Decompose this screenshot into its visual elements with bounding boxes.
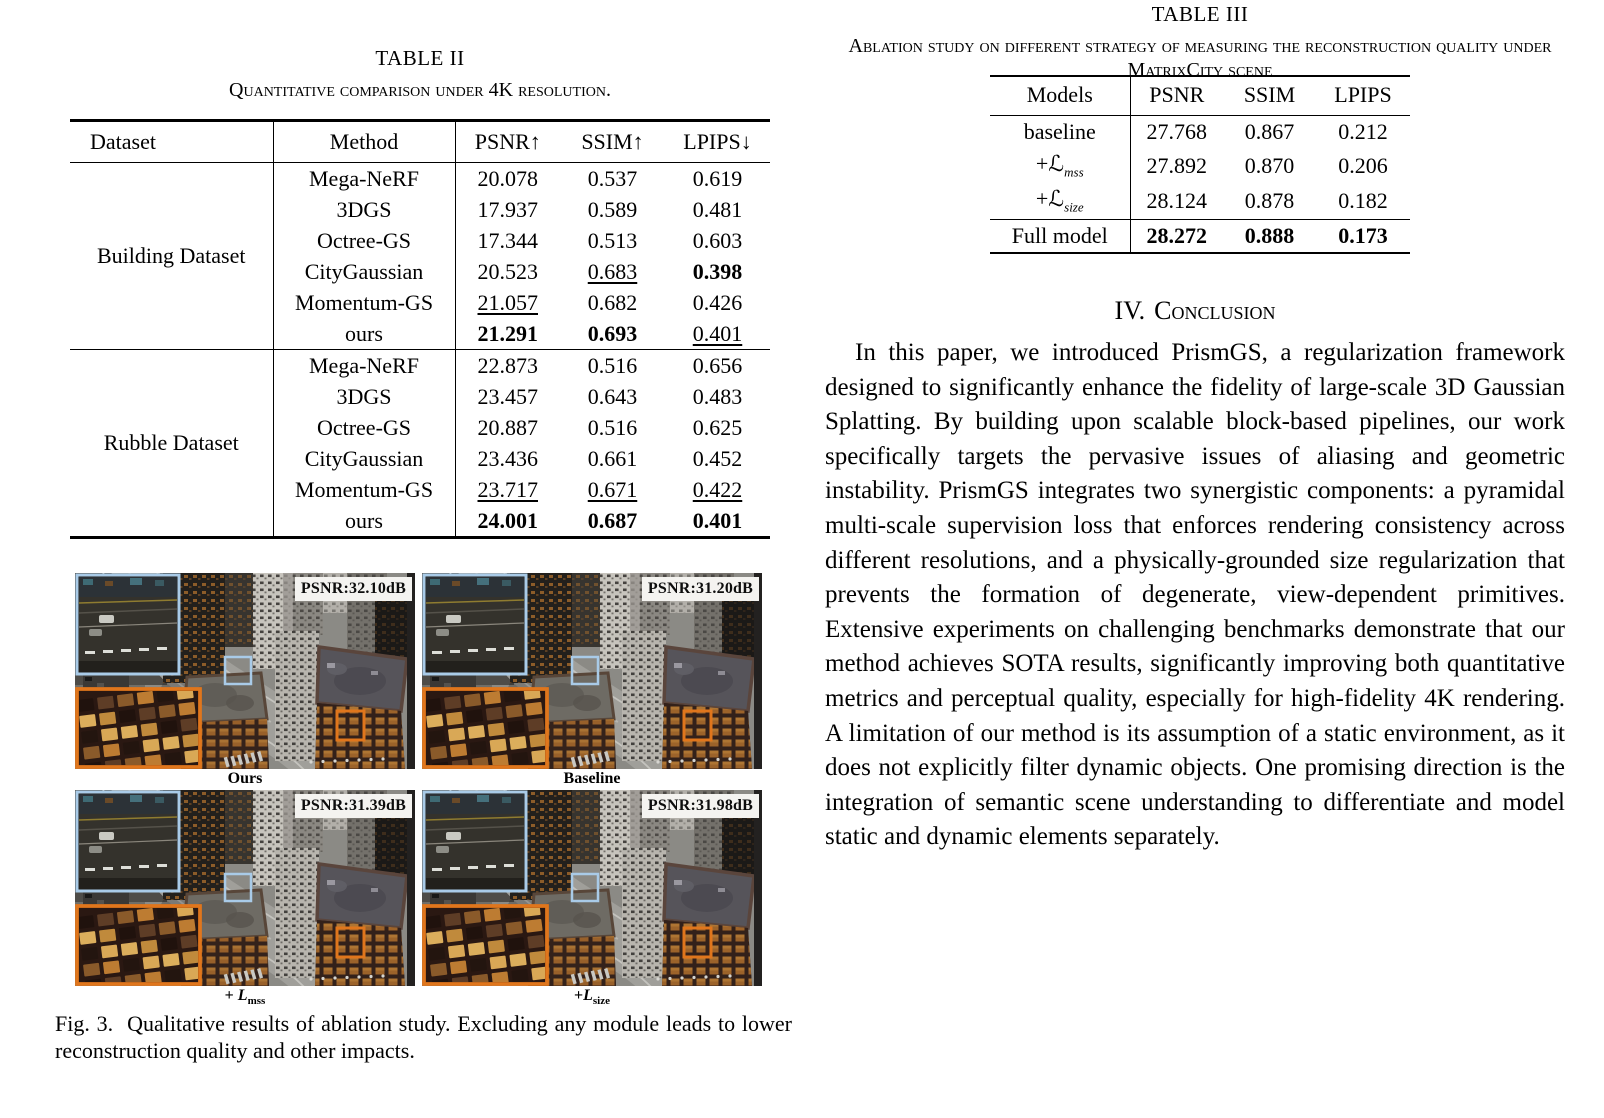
orange-inset: [77, 903, 202, 986]
metric-cell: 28.272: [1130, 219, 1223, 253]
city-scene-image: [75, 790, 415, 986]
table2-header-lpips: LPIPS↓: [665, 121, 770, 163]
figure-panel-cell: [422, 790, 762, 1007]
metric-cell: 0.619: [692, 165, 743, 191]
model-cell: Full model: [990, 219, 1130, 253]
metric-cell: 17.344: [477, 227, 538, 253]
metric-cell: 0.671: [587, 476, 638, 502]
metric-cell: 0.683: [587, 258, 638, 284]
table2-title: TABLE II: [375, 46, 465, 70]
method-cell: CityGaussian: [273, 256, 455, 287]
metric-cell: 0.870: [1244, 152, 1295, 178]
metric-cell: 0.483: [692, 383, 743, 409]
metric-cell: 0.537: [587, 165, 638, 191]
metric-cell: 0.693: [587, 320, 638, 346]
method-cell: 3DGS: [273, 194, 455, 225]
method-cell: Octree-GS: [273, 412, 455, 443]
figure-panel-label: Ours: [227, 770, 263, 787]
city-scene-image: [422, 573, 762, 769]
metric-cell: 21.291: [477, 320, 538, 346]
metric-cell: 0.481: [692, 196, 743, 222]
metric-cell: 0.398: [692, 258, 743, 284]
figure-panel-image: [75, 790, 415, 986]
blue-inset: [77, 575, 179, 674]
metric-cell: 0.513: [587, 227, 638, 253]
metric-cell: 20.523: [477, 258, 538, 284]
metric-cell: 0.426: [692, 289, 743, 315]
orange-inset: [424, 686, 549, 769]
city-scene-image: [75, 573, 415, 769]
metric-cell: 23.457: [477, 383, 538, 409]
figure-panel-image: [422, 573, 762, 769]
table3: [990, 75, 1410, 254]
table3-header-ssim: SSIM: [1223, 76, 1316, 116]
table2-block: [70, 46, 770, 539]
table2: [70, 119, 770, 539]
table2-header-ssim: SSIM↑: [560, 121, 665, 163]
table2-row: [70, 350, 770, 382]
metric-cell: 0.182: [1338, 188, 1388, 214]
table3-header-lpips: LPIPS: [1316, 76, 1410, 116]
blue-inset: [77, 792, 179, 891]
model-cell: baseline: [990, 116, 1130, 149]
psnr-badge: PSNR:32.10dB: [295, 577, 412, 601]
method-cell: Momentum-GS: [273, 474, 455, 505]
method-cell: ours: [273, 318, 455, 350]
table3-title: TABLE III: [1151, 2, 1249, 26]
metric-cell: 0.173: [1316, 219, 1410, 253]
metric-cell: 0.687: [587, 507, 638, 533]
figure-panel-label: $+L_{size}$: [573, 987, 610, 1008]
model-cell: +ℒ$_{size}$: [990, 183, 1130, 219]
conclusion-heading: [825, 296, 1565, 326]
table2-caption: Quantitative comparison under 4K resolution.: [229, 79, 611, 101]
table2-header-psnr: PSNR↑: [455, 121, 560, 163]
metric-cell: 21.057: [477, 289, 538, 315]
metric-cell: 0.888: [1223, 219, 1316, 253]
metric-cell: 0.516: [587, 414, 638, 440]
conclusion-heading-text: Conclusion: [1154, 296, 1276, 325]
metric-cell: 0.516: [560, 350, 665, 382]
table3-row: [990, 219, 1410, 253]
method-cell: Octree-GS: [273, 225, 455, 256]
table3-header-row: [990, 76, 1410, 116]
table2-header-dataset: Dataset: [70, 121, 273, 163]
figure3-block: [75, 573, 762, 1007]
metric-cell: 28.124: [1146, 188, 1207, 214]
psnr-badge: PSNR:31.39dB: [295, 794, 412, 818]
table3-caption: Ablation study on different strategy of measuring the reconstruction quality under MatrixCity scene: [848, 35, 1552, 81]
metric-cell: 0.661: [587, 445, 638, 471]
figure-panel-cell: [422, 573, 762, 790]
metric-cell: 27.892: [1146, 152, 1207, 178]
orange-inset: [424, 903, 549, 986]
metric-cell: 27.768: [1146, 119, 1207, 144]
method-cell: Mega-NeRF: [273, 350, 455, 382]
table2-header-method: Method: [273, 121, 455, 163]
figure-panel-cell: [75, 790, 415, 1007]
table3-header-models: Models: [990, 76, 1130, 116]
table3-block: [828, 2, 1572, 254]
metric-cell: 23.436: [477, 445, 538, 471]
metric-cell: 0.878: [1244, 188, 1295, 214]
metric-cell: 20.078: [477, 165, 538, 191]
metric-cell: 0.682: [587, 289, 638, 315]
method-cell: Mega-NeRF: [273, 163, 455, 195]
psnr-badge: PSNR:31.20dB: [642, 577, 759, 601]
dataset-cell: Rubble Dataset: [70, 350, 273, 538]
table3-row: [990, 148, 1410, 183]
figure3-caption-text: Qualitative results of ablation study. Excluding any module leads to lower reconstruction quality and other impacts.: [55, 1011, 792, 1063]
figure3-grid: [75, 573, 762, 1007]
metric-cell: 0.452: [692, 445, 743, 471]
metric-cell: 17.937: [477, 196, 538, 222]
table3-row: [990, 183, 1410, 219]
method-cell: CityGaussian: [273, 443, 455, 474]
blue-inset: [424, 575, 526, 674]
metric-cell: 20.887: [477, 414, 538, 440]
figure3-caption: [55, 1011, 792, 1064]
metric-cell: 0.422: [692, 476, 743, 502]
metric-cell: 0.589: [587, 196, 638, 222]
blue-inset: [424, 792, 526, 891]
metric-cell: 0.212: [1338, 119, 1388, 144]
figure-panel-image: [75, 573, 415, 769]
figure-panel-cell: [75, 573, 415, 790]
figure-panel-label: + $L_{mss}$: [224, 987, 266, 1008]
metric-cell: 0.603: [692, 227, 743, 253]
orange-inset: [77, 686, 202, 769]
model-cell: +ℒ$_{mss}$: [990, 148, 1130, 183]
figure-panel-image: [422, 790, 762, 986]
conclusion-paragraph: In this paper, we introduced PrismGS, a regularization framework designed to significantly enhance the fidelity of large-scale 3D Gaussian Splatting. By building upon scalable block-based pipelines, our work specifically targets the pervasive issues of aliasing and geometric instability. PrismGS integrates two synergistic components: a pyramidal multi-scale supervision loss that enforces rendering consistency across different resolutions, and a physically-grounded size regularization that prevents the formation of degenerate, view-dependent primitives. Extensive experiments on challenging benchmarks demonstrate that our method achieves SOTA results, significantly improving both quantitative metrics and perceptual quality, especially for high-fidelity 4K rendering. A limitation of our method is its assumption of a static environment, as it does not explicitly filter dynamic objects. One promising direction is the integration of semantic scene understanding to differentiate and model static and dynamic elements separately.: [825, 339, 1565, 851]
metric-cell: 23.717: [477, 476, 538, 502]
metric-cell: 0.206: [1338, 152, 1388, 178]
metric-cell: 0.643: [587, 383, 638, 409]
method-cell: Momentum-GS: [273, 287, 455, 318]
method-cell: 3DGS: [273, 381, 455, 412]
metric-cell: 0.867: [1244, 119, 1295, 144]
figure-panel-label: Baseline: [563, 770, 621, 787]
table3-header-psnr: PSNR: [1130, 76, 1223, 116]
method-cell: ours: [273, 505, 455, 538]
metric-cell: 0.401: [692, 320, 743, 346]
dataset-cell: Building Dataset: [70, 163, 273, 350]
table3-row: [990, 116, 1410, 149]
table2-row: [70, 163, 770, 195]
metric-cell: 24.001: [477, 507, 538, 533]
table2-header-row: [70, 121, 770, 163]
metric-cell: 22.873: [455, 350, 560, 382]
metric-cell: 0.625: [692, 414, 743, 440]
city-scene-image: [422, 790, 762, 986]
psnr-badge: PSNR:31.98dB: [642, 794, 759, 818]
metric-cell: 0.656: [665, 350, 770, 382]
figure3-caption-label: Fig. 3.: [55, 1011, 114, 1036]
conclusion-heading-number: IV.: [1114, 296, 1146, 325]
metric-cell: 0.401: [692, 507, 743, 533]
